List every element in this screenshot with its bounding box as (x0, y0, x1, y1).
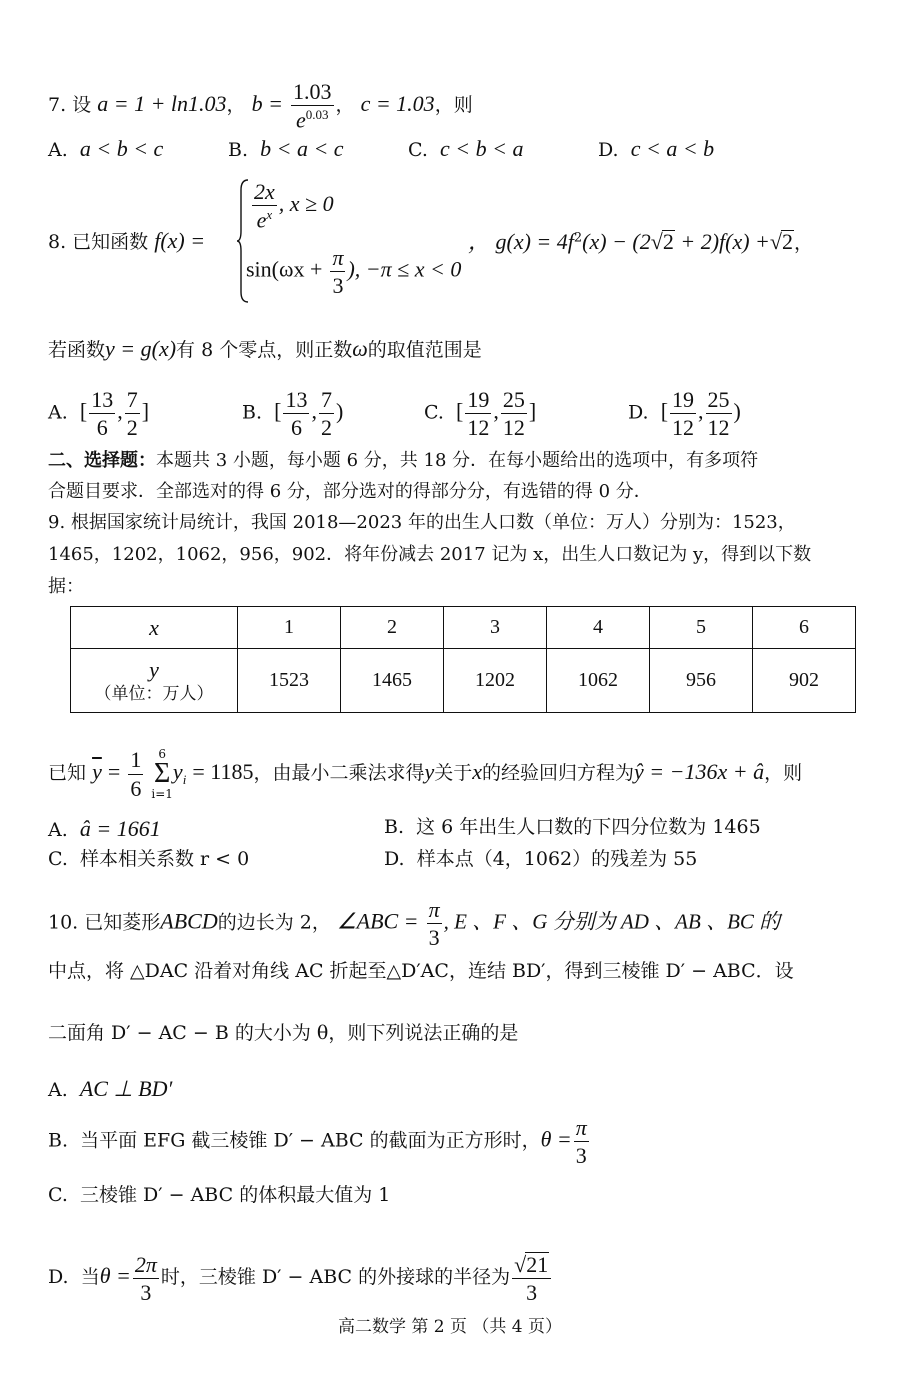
table-cell: 3 (444, 607, 547, 649)
fraction-numerator: 19 (670, 388, 696, 414)
section2-line1 (48, 452, 758, 470)
table-cell: 1062 (547, 649, 650, 713)
fraction-denominator: 3 (140, 1279, 152, 1305)
text: 1465，1202，1062，956，902．将年份减去 2017 记为 x，出生人口数记为 y，得到以下数 (48, 544, 812, 565)
q8-case2-prefix: sin(ωx + (246, 256, 323, 282)
q7-c-definition: c = 1.03 (360, 90, 435, 116)
option-label: A. (48, 139, 68, 161)
option-text: c < b < a (440, 136, 524, 161)
value: = 1185 (192, 759, 254, 784)
fraction-numerator: 2x (252, 180, 277, 206)
q9-option-a (48, 818, 161, 840)
q7-option-b (228, 138, 344, 160)
sum-term: y (172, 759, 183, 784)
separator: ， (793, 232, 813, 254)
bracket: ) (335, 398, 344, 424)
q8-line2 (48, 338, 482, 360)
table-cell: 6 (753, 607, 856, 649)
q7-number: 7. 设 (48, 93, 92, 116)
table-cell: 902 (753, 649, 856, 713)
table-row (71, 649, 856, 713)
fraction-denominator: 12 (502, 415, 525, 441)
option-label: C. (48, 848, 68, 870)
table-cell: 956 (650, 649, 753, 713)
option-text: â = 1661 (79, 816, 161, 841)
text: 有 8 个零点，则正数 (176, 339, 353, 361)
option-label: D. (628, 401, 649, 424)
math: ABCD (160, 908, 218, 934)
math: θ = (99, 1263, 131, 1289)
regression-equation: ŷ = −136x + â (634, 759, 765, 784)
fraction (670, 388, 696, 439)
q9-line3 (48, 578, 84, 596)
fraction-denominator: 6 (96, 415, 108, 441)
table-header-x (71, 607, 238, 649)
table-cell: 1465 (341, 649, 444, 713)
exponent: 2 (573, 230, 583, 246)
section2-line2 (48, 483, 652, 501)
text: , E 、F 、G 分别为 AD 、AB 、BC 的 (443, 909, 781, 934)
text: 据： (48, 576, 84, 597)
q7-option-d (598, 138, 714, 160)
g-def-mid2: + 2)f(x) + (674, 229, 770, 254)
fraction-denominator: 6 (130, 775, 142, 801)
fraction (427, 898, 442, 949)
q8-case1 (250, 180, 334, 232)
option-text: 当平面 EFG 截三棱锥 D′ − ABC 的截面为正方形时， (80, 1129, 541, 1152)
sum-lower: i=1 (151, 787, 173, 801)
q8-f-lhs: f(x) = (154, 228, 206, 253)
q7-option-c (408, 138, 523, 160)
q9-option-b (384, 818, 761, 837)
option-text: 样本点（4，1062）的残差为 55 (416, 848, 698, 870)
y-bar: $\overline{y}$ (92, 759, 102, 784)
math: y = g(x) (105, 336, 177, 361)
equals: = (107, 759, 121, 784)
option-label: D. (384, 848, 405, 870)
option-label: B. (48, 1129, 69, 1152)
fraction (283, 388, 309, 439)
q8-case2-fraction (330, 246, 345, 297)
fraction-denominator: e (295, 107, 306, 133)
text: 的边长为 2， (217, 911, 331, 934)
q8-option-d: D. [ $\frac{19}{12}$ , $\frac{25}{12}$ ) (628, 387, 741, 441)
fraction-numerator: π (330, 246, 345, 272)
bracket: ] (528, 398, 537, 424)
q10-line3 (48, 1024, 518, 1043)
option-label: C. (48, 1184, 68, 1206)
exponent: x (266, 207, 273, 223)
fraction-denominator: 3 (428, 925, 440, 951)
sqrt-radicand: 2 (662, 229, 674, 254)
q10-option-c (48, 1186, 390, 1205)
option-label: A. (48, 401, 68, 424)
g-def-mid: (x) − (2 (582, 229, 651, 254)
fraction (574, 1116, 589, 1167)
q7-a-definition: a = 1 + ln1.03 (97, 90, 227, 116)
sqrt-radicand: 21 (526, 1252, 549, 1277)
table-cell: 1523 (238, 649, 341, 713)
cell-text: y (149, 657, 159, 683)
q10-option-d (48, 1252, 553, 1304)
fraction-numerator: 2π (133, 1253, 159, 1279)
fraction: $\frac{√21}{3}$ (512, 1252, 551, 1304)
text: 时，三棱锥 D′ − ABC 的外接球的半径为 (160, 1266, 511, 1289)
fraction-numerator: π (427, 898, 442, 924)
option-text: c < a < b (630, 136, 715, 161)
section-heading: 二、选择题： (48, 450, 156, 471)
fraction-denominator: 2 (126, 415, 138, 441)
option-label: B. (228, 139, 249, 161)
option-text: AC ⊥ BD′ (79, 1076, 173, 1101)
page-footer: 高二数学 第 2 页 （共 4 页） (337, 1317, 563, 1337)
text: 的取值范围是 (367, 339, 482, 361)
option-label: D. (48, 1266, 69, 1289)
fraction-denominator: 3 (332, 273, 344, 299)
text: 中点，将 △DAC 沿着对角线 AC 折起至△D′AC，连结 BD′，得到三棱锥 D′ − ABC．设 (48, 960, 794, 982)
option-text: 这 6 年出生人口数的下四分位数为 1465 (416, 816, 761, 838)
text: 若函数 (48, 339, 106, 361)
bracket: ) (733, 398, 741, 424)
q8-number: 8. 已知函数 (48, 231, 149, 253)
math: y (424, 759, 435, 784)
text: ，由最小二乘法求得 (253, 762, 425, 784)
fraction (706, 388, 732, 439)
math: θ = (540, 1126, 572, 1152)
fraction-denominator: 12 (707, 415, 730, 441)
table-cell: 1 (238, 607, 341, 649)
table-cell: 1202 (444, 649, 547, 713)
fraction-numerator: π (574, 1116, 589, 1142)
option-text: b < a < c (260, 136, 344, 161)
separator: ， (335, 93, 355, 116)
q8-case2 (246, 246, 461, 297)
fraction-numerator: 1.03 (291, 80, 334, 106)
fraction (128, 748, 143, 799)
table-cell: 5 (650, 607, 753, 649)
q9-option-d (384, 850, 697, 869)
summation: 6 Σ i=1 (151, 747, 173, 801)
fraction-numerator: 19 (465, 388, 491, 414)
fraction (319, 388, 334, 439)
text: 关于 (434, 762, 473, 784)
bracket: [ (660, 398, 669, 424)
q10-option-a (48, 1078, 172, 1100)
fraction-denominator: 2 (320, 415, 332, 441)
option-label: A. (48, 819, 68, 841)
text: 二面角 D′ − AC − B 的大小为 θ，则下列说法正确的是 (48, 1022, 519, 1044)
bracket: [ (79, 398, 88, 424)
q7-b-lhs: b = (251, 90, 283, 116)
fraction-numerator: 1 (128, 748, 143, 774)
text: ，则 (764, 762, 803, 784)
sum-upper: 6 (158, 747, 166, 761)
subscript: i (182, 771, 187, 787)
option-label: B. (242, 401, 263, 424)
bracket: [ (274, 398, 282, 424)
fraction-numerator: 13 (89, 388, 115, 414)
text: 10. 已知菱形 (48, 911, 161, 934)
option-label: B. (384, 816, 405, 838)
q8-option-c: C. [ $\frac{19}{12}$ , $\frac{25}{12}$ ] (424, 387, 537, 441)
fraction (465, 388, 491, 439)
section-instructions: 本题共 3 小题，每小题 6 分，共 18 分．在每小题给出的选项中，有多项符 (156, 450, 759, 471)
q10-line1 (48, 898, 780, 949)
g-def-prefix: ， g(x) = 4f (468, 229, 574, 254)
math: ∠ABC = (336, 908, 419, 934)
q9-line1 (48, 514, 796, 532)
fraction (89, 388, 115, 439)
option-label: C. (424, 401, 444, 424)
table-cell: 2 (341, 607, 444, 649)
fraction-denominator: 3 (526, 1280, 538, 1306)
option-text: a < b < c (79, 136, 164, 161)
q10-line2 (48, 962, 794, 981)
q7-option-a (48, 138, 163, 160)
text: 已知 (48, 762, 87, 784)
option-text: 样本相关系数 r < 0 (80, 848, 250, 870)
q8-g-definition: ， $g(x) = 4f^2(x) - (2√2 + 2)f(x) +√2$， (468, 229, 813, 254)
table-header-y (71, 649, 238, 713)
sqrt-radicand: 2 (781, 229, 793, 254)
q8-stem (48, 230, 205, 252)
q9-line2 (48, 546, 811, 564)
fraction-numerator: 25 (706, 388, 732, 414)
math: x (472, 759, 483, 784)
fraction (133, 1253, 159, 1304)
fraction (125, 388, 140, 439)
q8-case1-fraction (252, 180, 277, 232)
q7-b-fraction (291, 80, 334, 132)
fraction-denominator: 3 (575, 1143, 587, 1169)
fraction-denominator: 6 (290, 415, 302, 441)
bracket: [ (456, 398, 464, 424)
cell-unit: （单位：万人） (94, 683, 214, 704)
separator: ， (226, 93, 246, 116)
text: 9. 根据国家统计局统计，我国 2018—2023 年的出生人口数（单位：万人）分别为：1523， (48, 512, 796, 533)
q10-option-b (48, 1116, 591, 1167)
fraction-denominator: 12 (672, 415, 695, 441)
text: 的经验回归方程为 (482, 762, 635, 784)
fraction-numerator: 13 (283, 388, 309, 414)
text: 当 (80, 1266, 100, 1289)
table-cell: 4 (547, 607, 650, 649)
q9-data-table (70, 606, 856, 713)
q8-case1-condition: , x ≥ 0 (278, 190, 334, 216)
q8-option-b: B. [ $\frac{13}{6}$ , $\frac{7}{2}$ ) (242, 387, 344, 441)
option-label: A. (48, 1079, 68, 1101)
q8-option-a: A. [ $\frac{13}{6}$ , $\frac{7}{2}$ ] (48, 387, 150, 441)
section-instructions: 合题目要求．全部选对的得 6 分，部分选对的得部分分，有选错的得 0 分． (48, 481, 652, 502)
q8-case2-condition: ), −π ≤ x < 0 (347, 256, 462, 282)
fraction-numerator: 7 (319, 388, 334, 414)
exponent: 0.03 (305, 107, 329, 123)
q9-known (48, 748, 802, 800)
fraction-numerator: 25 (501, 388, 527, 414)
math: ω (352, 336, 368, 361)
fraction-denominator: 12 (467, 415, 490, 441)
bracket: ] (141, 398, 150, 424)
option-label: C. (408, 139, 428, 161)
cell-text: x (149, 614, 159, 640)
fraction (501, 388, 527, 439)
option-text: 三棱锥 D′ − ABC 的体积最大值为 1 (80, 1184, 391, 1206)
q7-stem (48, 80, 473, 132)
table-row (71, 607, 856, 649)
fraction-numerator: 7 (125, 388, 140, 414)
option-label: D. (598, 139, 619, 161)
q9-option-c (48, 850, 249, 869)
fraction-denominator: e (256, 207, 267, 233)
q7-stem-suffix: ，则 (434, 93, 473, 116)
